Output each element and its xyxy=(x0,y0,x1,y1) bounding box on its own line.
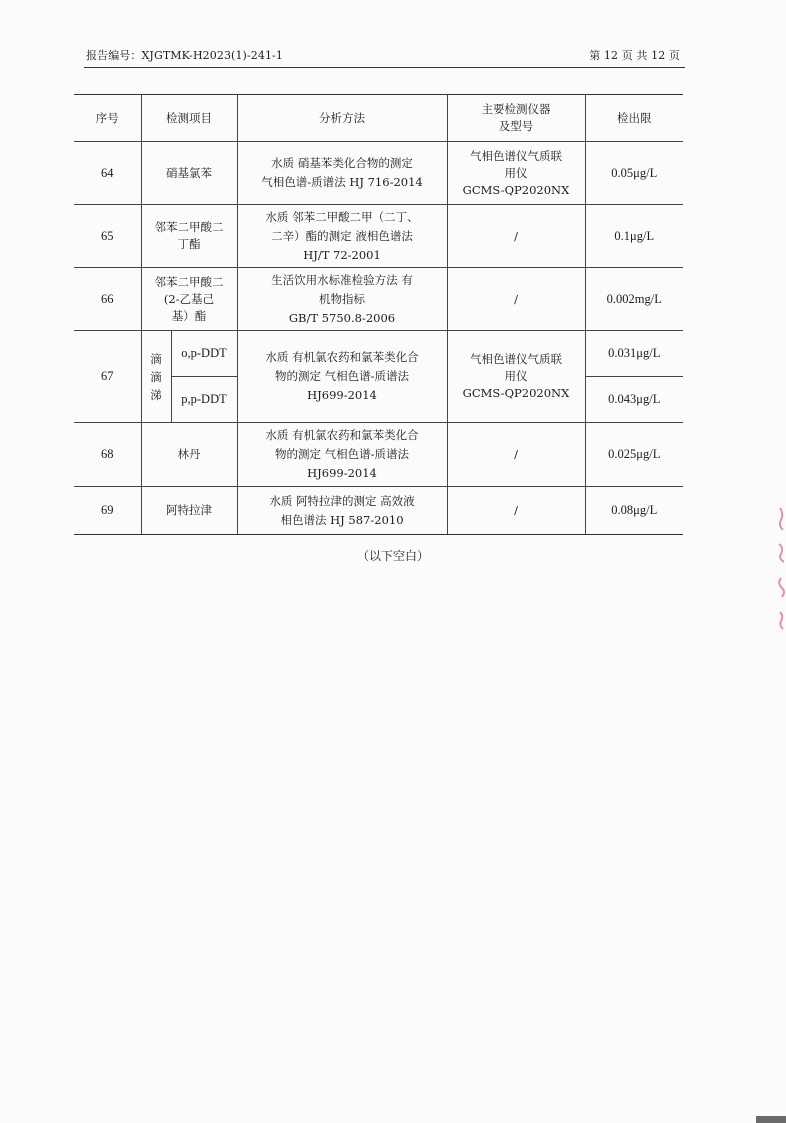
col-header-instrument: 主要检测仪器 及型号 xyxy=(447,95,585,142)
row-subitem: o,p-DDT xyxy=(171,331,237,377)
col-header-item: 检测项目 xyxy=(141,95,237,142)
row-limit: 0.002mg/L xyxy=(585,268,683,331)
row-item: 邻苯二甲酸二 丁酯 xyxy=(141,205,237,268)
col-header-method: 分析方法 xyxy=(237,95,447,142)
row-number: 67 xyxy=(74,331,141,423)
col-header-no: 序号 xyxy=(74,95,141,142)
row-limit: 0.08μg/L xyxy=(585,487,683,535)
row-number: 66 xyxy=(74,268,141,331)
row-method: 水质 有机氯农药和氯苯类化合 物的测定 气相色谱-质谱法 HJ699-2014 xyxy=(237,331,447,423)
header-rule xyxy=(84,67,685,68)
seal-edge-mark xyxy=(772,500,786,640)
row-limit: 0.05μg/L xyxy=(585,142,683,205)
row-method: 水质 阿特拉津的测定 高效液 相色谱法 HJ 587-2010 xyxy=(237,487,447,535)
row-limit: 0.043μg/L xyxy=(585,377,683,423)
row-instrument: / xyxy=(447,487,585,535)
group-ddt-label: 滴 滴 涕 xyxy=(150,351,162,402)
row-instrument: / xyxy=(447,423,585,487)
row-instrument: / xyxy=(447,205,585,268)
row-item: 阿特拉津 xyxy=(141,487,237,535)
row-limit: 0.025μg/L xyxy=(585,423,683,487)
page-indicator: 第 12 页 共 12 页 xyxy=(589,49,680,62)
row-group-label xyxy=(141,331,171,423)
row-limit: 0.1μg/L xyxy=(585,205,683,268)
row-instrument: 气相色谱仪气质联 用仪 GCMS-QP2020NX xyxy=(447,142,585,205)
row-instrument: / xyxy=(447,268,585,331)
row-instrument: 气相色谱仪气质联 用仪 GCMS-QP2020NX xyxy=(447,331,585,423)
table-row xyxy=(74,331,683,377)
blank-below-note: （以下空白） xyxy=(356,549,429,563)
col-header-limit: 检出限 xyxy=(585,95,683,142)
table-row xyxy=(74,268,683,331)
scan-edge-bar xyxy=(756,1116,786,1123)
report-number: 报告编号：XJGTMK-H2023(1)-241-1 xyxy=(86,49,283,62)
table-row xyxy=(74,487,683,535)
table-row xyxy=(74,423,683,487)
row-method: 生活饮用水标准检验方法 有 机物指标 GB/T 5750.8-2006 xyxy=(237,268,447,331)
row-number: 68 xyxy=(74,423,141,487)
table-row xyxy=(74,205,683,268)
row-method: 水质 有机氯农药和氯苯类化合 物的测定 气相色谱-质谱法 HJ699-2014 xyxy=(237,423,447,487)
row-method: 水质 硝基苯类化合物的测定 气相色谱-质谱法 HJ 716-2014 xyxy=(237,142,447,205)
table-header-row xyxy=(74,95,683,142)
row-item: 硝基氯苯 xyxy=(141,142,237,205)
row-number: 64 xyxy=(74,142,141,205)
row-item: 林丹 xyxy=(141,423,237,487)
table-row xyxy=(74,142,683,205)
row-number: 65 xyxy=(74,205,141,268)
row-item: 邻苯二甲酸二 (2-乙基己 基）酯 xyxy=(141,268,237,331)
detection-table xyxy=(74,94,683,535)
row-subitem: p,p-DDT xyxy=(171,377,237,423)
row-method: 水质 邻苯二甲酸二甲（二丁、 二辛）酯的测定 液相色谱法 HJ/T 72-2001 xyxy=(237,205,447,268)
row-limit: 0.031μg/L xyxy=(585,331,683,377)
row-number: 69 xyxy=(74,487,141,535)
